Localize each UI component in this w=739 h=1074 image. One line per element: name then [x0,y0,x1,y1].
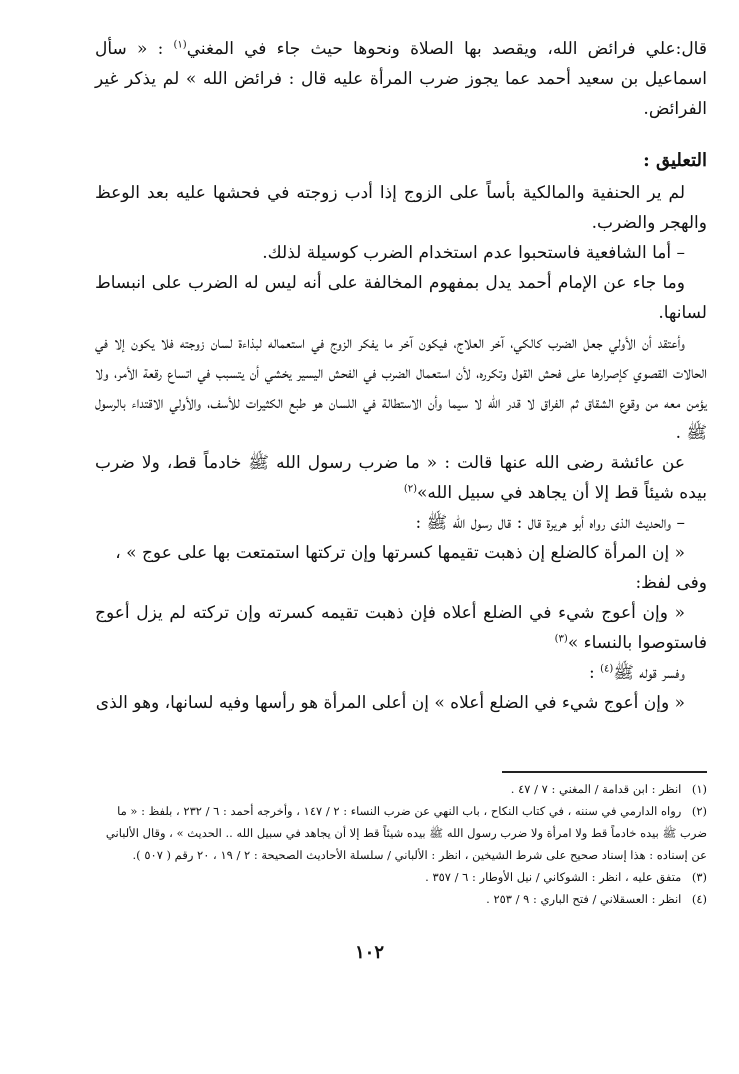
paragraph-another-wording: وفى لفظ: [635,573,707,593]
paragraph-head-tongue: « وإن أعوج شيء في الضلع أعلاه » إن أعلى المرأة هو رأسها وفيه لسانها، وهو الذى [95,693,685,713]
footnotes-section [95,778,707,910]
hadith-rib-1: « إن المرأة كالضلع إن ذهبت تقيمها كسرتها وإن تركتها استمتعت بها على عوج » ، [115,543,685,563]
footnote-separator [502,771,707,773]
intro-line-1b: : « سأل اسماعيل [95,39,708,89]
paragraph-opinion: وأعتقد أن الأولي جعل الضرب كالكي، آخر العلاج، فيكون آخر ما يفكر الزوج في استعماله لبذاءة لسان زوجته فلا يكون إلا في الحالات القصوي كإصرارها على فحش القول وتكرره، لأن استعمال الضرب في الفحش اليسير يخشي أن يتسبب في اتساع رقعة الأمر، ولا يؤمن معه من وقوع الشقاق ثم الفراق لا قدر الله لا سيما وأن الاستطالة في اللسان هو طبع الكثيرات للأسف، والأولي الاقتداء بالرسول ﷺ . [95,333,707,443]
footnote-ref-4[interactable]: (٤) [600,663,614,675]
section-heading: التعليق : [643,150,707,171]
hadith-rib-2 [95,598,707,658]
hadith-rib-2-text: « وإن أعوج شيء في الضلع أعلاه فإن ذهبت تقيمه كسرته وإن تركته لم يزل أعوج فاستوصوا بالنساء » [95,603,707,653]
paragraph-aisha-hadith [95,448,707,508]
intro-line-1: قال:علي فرائض الله، ويقصد بها الصلاة ونحوها حيث جاء في المغني [186,39,707,59]
paragraph-explanation [95,658,707,688]
footnote-number: (٤) [691,892,707,906]
paragraph-shafii: – أما الشافعية فاستحبوا عدم استخدام الضرب كوسيلة لذلك. [262,243,685,263]
intro-line-2: بن سعيد أحمد عما يجوز ضرب المرأة عليه قال : فرائض الله » لم يذكر غير الفرائض. [95,69,707,119]
footnote-text: رواه الدارمي في سننه ، في كتاب النكاح ، باب النهي عن ضرب النساء : ٢ / ١٤٧ ، وأخرجه أحمد : ٦ / ٢٣٢ ، بلفظ : « ما ضرب ﷺ بيده خادماً قط ولا امرأة ولا ضرب رسول الله ﷺ بيده شيئاً قط إلا أن يجاهد في سبيل الله .. الحديث » ، وقال الألباني عن إسناده : هذا إسناد صحيح على شرط الشيخين ، انظر : الألباني / سلسلة الأحاديث الصحيحة : ٢ / ١٩ ، ٢٠ رقم ( ٥٠٧ ). [105,804,707,862]
footnote-number: (١) [691,782,707,796]
page-body [95,34,707,1074]
explanation-text: وفسر قوله ﷺ [613,663,685,683]
footnote-number: (٢) [691,804,707,818]
footnote-ref-1[interactable]: (١) [173,39,187,51]
footnote-2 [95,800,707,866]
paragraph-abu-hurayra: – والحديث الذى رواه أبو هريرة قال : قال رسول الله ﷺ : [415,513,685,533]
paragraph-ahmad: وما جاء عن الإمام أحمد يدل بمفهوم المخالفة على أنه ليس له الضرب على انبساط لسانها. [95,273,707,323]
footnote-ref-2[interactable]: (٢) [403,483,417,495]
footnote-ref-3[interactable]: (٣) [554,633,568,645]
footnote-text: متفق عليه ، انظر : الشوكاني / نيل الأوطار : ٦ / ٣٥٧ . [425,870,682,884]
paragraph-hanafi-maliki: لم ير الحنفية والمالكية بأساً على الزوج إذا أدب زوجته في فحشها عليه بعد الوعظ والهجر والضرب. [95,183,707,233]
explanation-colon: : [589,663,595,683]
aisha-hadith-text: عن عائشة رضى الله عنها قالت : « ما ضرب رسول الله ﷺ خادماً قط، ولا ضرب بيده شيئاً قط إلا أن يجاهد في سبيل الله» [95,453,707,503]
footnote-1 [95,778,707,800]
footnote-3 [95,866,707,888]
intro-paragraph [95,34,707,124]
footnote-4 [95,888,707,910]
footnote-text: انظر : ابن قدامة / المغني : ٧ / ٤٧ . [510,782,682,796]
footnote-number: (٣) [691,870,707,884]
page-number: ١٠٢ [354,942,384,963]
footnote-text: انظر : العسقلاني / فتح الباري : ٩ / ٢٥٣ . [486,892,682,906]
